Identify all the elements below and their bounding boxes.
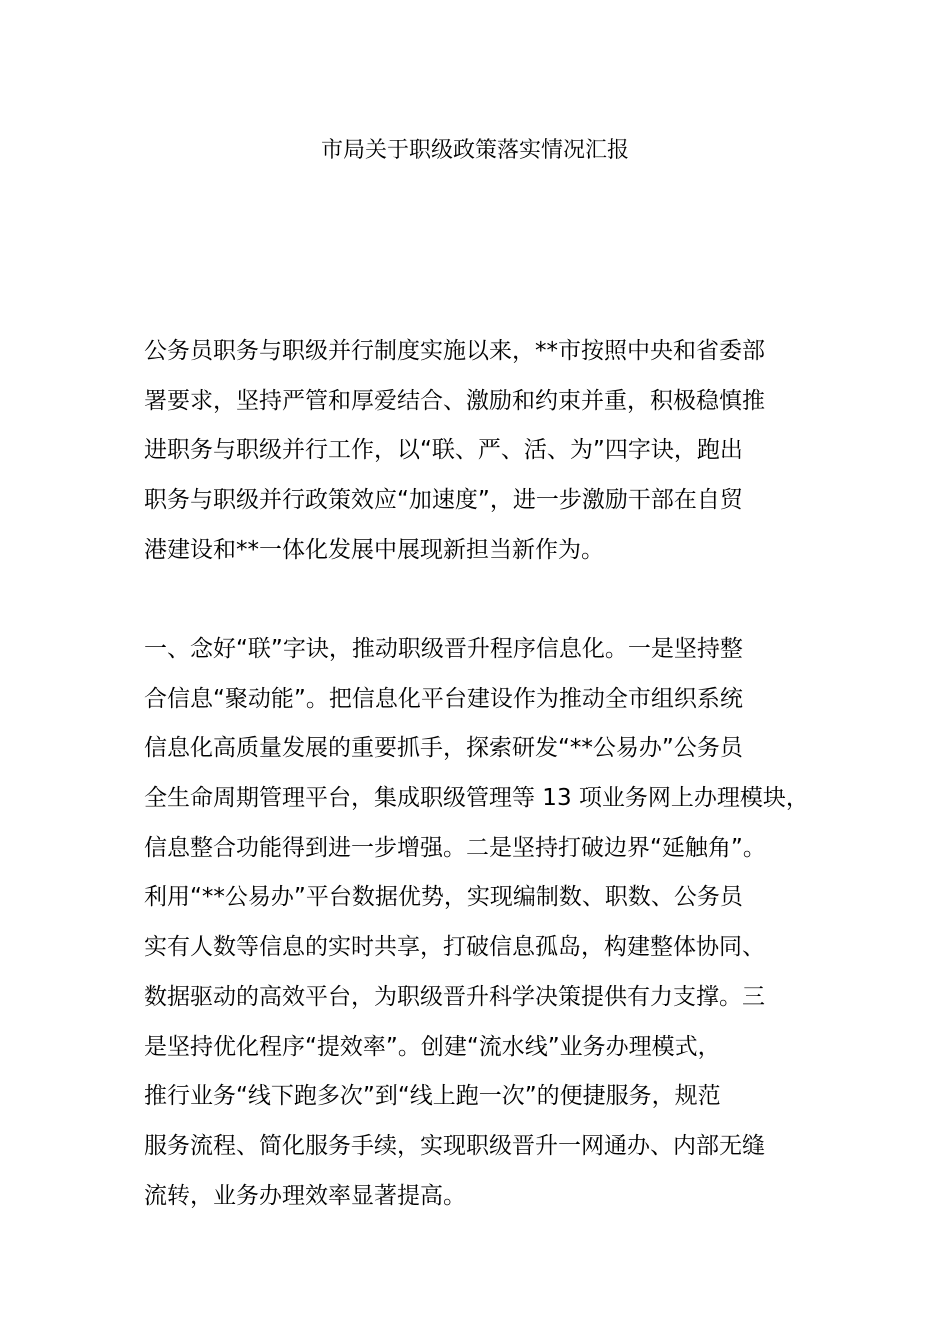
- paragraph-line: 职务与职级并行政策效应“加速度”，进一步激励干部在自贸: [144, 487, 743, 514]
- paragraph-line: 推行业务“线下跑多次”到“线上跑一次”的便捷服务，规范: [144, 1083, 721, 1110]
- paragraph-line: 流转，业务办理效率显著提高。: [144, 1182, 466, 1209]
- paragraph-line: 实有人数等信息的实时共享，打破信息孤岛，构建整体协同、: [144, 934, 765, 961]
- paragraph-line: 全生命周期管理平台，集成职级管理等 13 项业务网上办理模块，: [144, 785, 809, 812]
- paragraph-line: 进职务与职级并行工作，以“联、严、活、为”四字诀，跑出: [144, 437, 743, 464]
- paragraph-line: 署要求，坚持严管和厚爱结合、激励和约束并重，积极稳慎推: [144, 387, 765, 414]
- paragraph-line: 数据驱动的高效平台，为职级晋升科学决策提供有力支撑。三: [144, 983, 765, 1010]
- paragraph-line: 服务流程、简化服务手续，实现职级晋升一网通办、内部无缝: [144, 1132, 765, 1159]
- paragraph-line: 信息整合功能得到进一步增强。二是坚持打破边界“延触角”。: [144, 834, 766, 861]
- paragraph-line: 是坚持优化程序“提效率”。创建“流水线”业务办理模式，: [144, 1033, 721, 1060]
- paragraph-line: 合信息“聚动能”。把信息化平台建设作为推动全市组织系统: [144, 685, 743, 712]
- paragraph-section-one: [144, 625, 824, 1221]
- paragraph-line: 公务员职务与职级并行制度实施以来，**市按照中央和省委部: [144, 338, 765, 364]
- paragraph-line: 一、念好“联”字诀，推动职级晋升程序信息化。一是坚持整: [144, 636, 743, 662]
- paragraph-line: 港建设和**一体化发展中展现新担当新作为。: [144, 536, 604, 563]
- document-title: 市局关于职级政策落实情况汇报: [320, 138, 629, 163]
- paragraph-intro: [144, 327, 824, 575]
- paragraph-line: 信息化高质量发展的重要抓手，探索研发“**公易办”公务员: [144, 735, 743, 762]
- paragraph-line: 利用“**公易办”平台数据优势，实现编制数、职数、公务员: [144, 884, 743, 911]
